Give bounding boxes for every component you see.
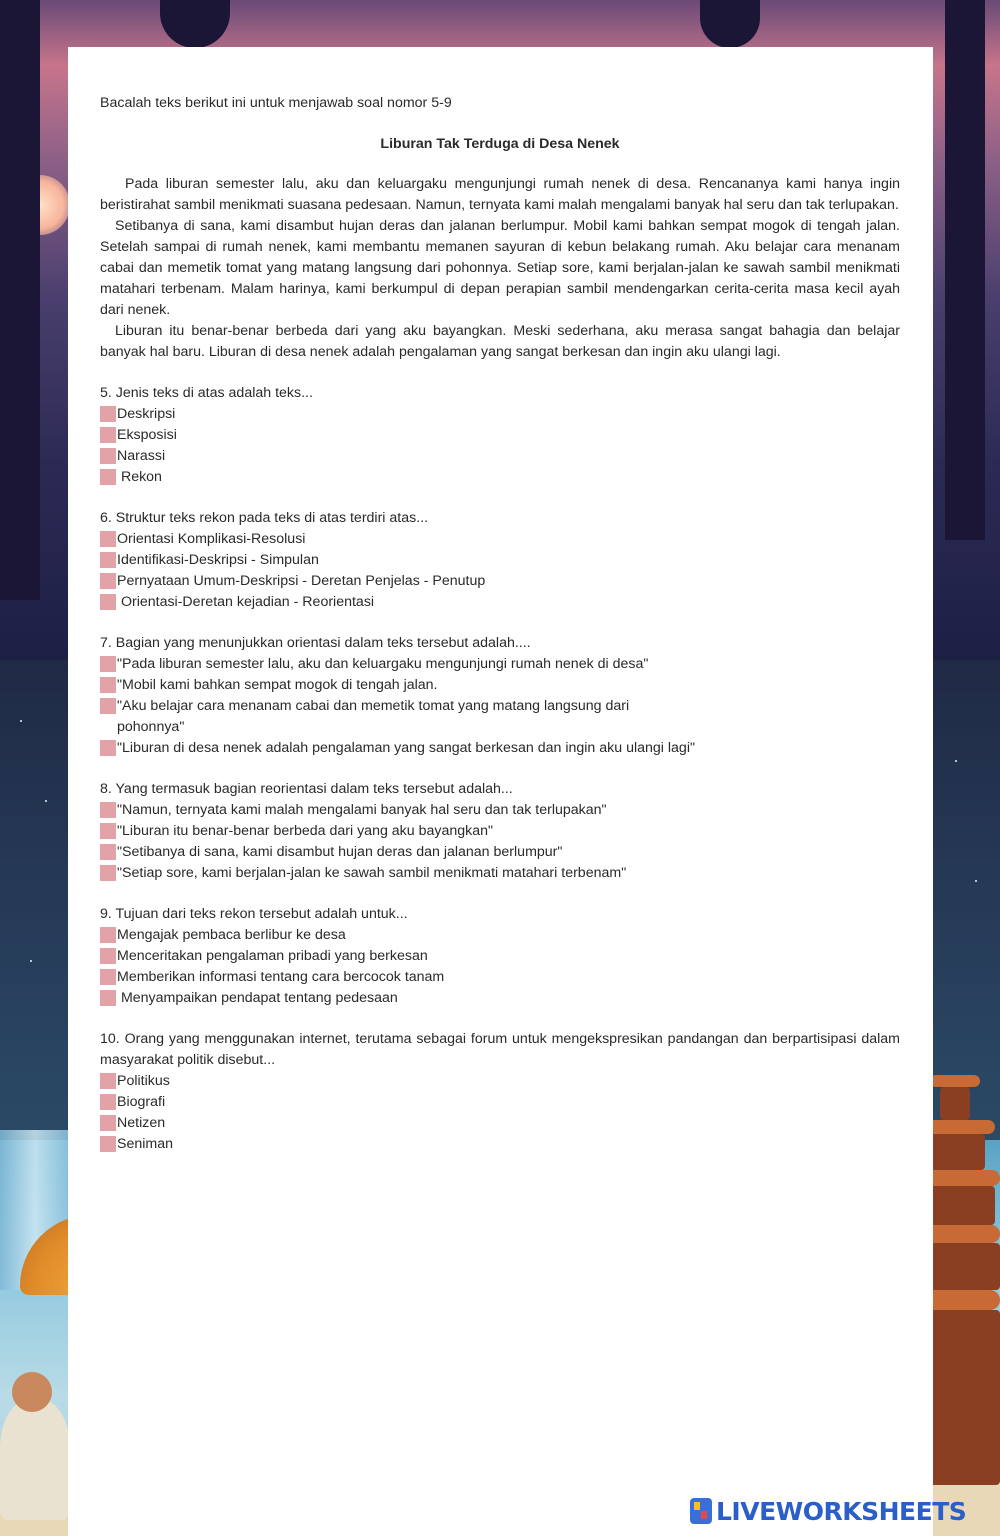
question-6: [100, 508, 900, 613]
option-label: "Mobil kami bahkan sempat mogok di tengah jalan.: [117, 677, 438, 693]
answer-checkbox[interactable]: [100, 1136, 116, 1152]
question-7: [100, 633, 900, 759]
option-label: "Liburan di desa nenek adalah pengalaman yang sangat berkesan dan ingin aku ulangi lagi": [117, 740, 696, 756]
answer-option[interactable]: [100, 1113, 900, 1134]
option-label: Orientasi Komplikasi-Resolusi: [117, 531, 306, 547]
answer-option[interactable]: [100, 404, 900, 425]
answer-option[interactable]: [100, 842, 900, 863]
passage-paragraph: Liburan itu benar-benar berbeda dari yang aku bayangkan. Meski sederhana, aku merasa sangat bahagia dan belajar banyak hal baru. Liburan di desa nenek adalah pengalaman yang sangat berkesan dan ingin aku ulangi lagi.: [100, 323, 900, 360]
option-label: "Namun, ternyata kami malah mengalami banyak hal seru dan tak terlupakan": [117, 802, 607, 818]
instruction-text: Bacalah teks berikut ini untuk menjawab soal nomor 5-9: [100, 95, 452, 111]
answer-option[interactable]: [100, 821, 900, 842]
answer-option[interactable]: [100, 988, 900, 1009]
answer-option[interactable]: [100, 967, 900, 988]
liveworksheets-logo[interactable]: [690, 1496, 966, 1526]
star: [45, 800, 47, 802]
worksheet-paper: [68, 47, 933, 1536]
answer-option[interactable]: [100, 550, 900, 571]
answer-option[interactable]: [100, 738, 900, 759]
answer-checkbox[interactable]: [100, 1094, 116, 1110]
option-label: "Setiap sore, kami berjalan-jalan ke sawah sambil menikmati matahari terbenam": [117, 865, 627, 881]
answer-checkbox[interactable]: [100, 990, 116, 1006]
star: [955, 760, 957, 762]
question-text: 8. Yang termasuk bagian reorientasi dalam teks tersebut adalah...: [100, 781, 513, 797]
answer-checkbox[interactable]: [100, 844, 116, 860]
question-9: [100, 904, 900, 1009]
passage-paragraph: Setibanya di sana, kami disambut hujan deras dan jalanan berlumpur. Mobil kami bahkan sempat mogok di tengah jalan. Setelah sampai di rumah nenek, kami membantu memanen sayuran di kebun belakang rumah. Aku belajar cara menanam cabai dan memetik tomat yang matang langsung dari pohonnya. Setiap sore, kami berjalan-jalan ke sawah sambil menikmati matahari terbenam. Malam harinya, kami berkumpul di depan perapian sambil mendengarkan cerita-cerita masa kecil ayah dari nenek.: [100, 218, 900, 318]
answer-checkbox[interactable]: [100, 469, 116, 485]
option-label: Netizen: [117, 1115, 166, 1131]
answer-checkbox[interactable]: [100, 573, 116, 589]
option-label: Menceritakan pengalaman pribadi yang berkesan: [117, 948, 428, 964]
option-label: Rekon: [117, 469, 162, 485]
artisan-head: [12, 1372, 52, 1412]
passage-paragraph: Pada liburan semester lalu, aku dan keluargaku mengunjungi rumah nenek di desa. Rencananya kami hanya ingin beristirahat sambil menikmati suasana pedesaan. Namun, ternyata kami malah mengalami banyak hal seru dan tak terlupakan.: [100, 176, 900, 213]
option-label: Narassi: [117, 448, 166, 464]
option-label: Memberikan informasi tentang cara bercocok tanam: [117, 969, 445, 985]
tree-trunk-left: [0, 0, 40, 600]
answer-checkbox[interactable]: [100, 448, 116, 464]
answer-checkbox[interactable]: [100, 1115, 116, 1131]
option-label: "Setibanya di sana, kami disambut hujan deras dan jalanan berlumpur": [117, 844, 563, 860]
logo-text: LIVEWORKSHEETS: [716, 1496, 967, 1526]
answer-checkbox[interactable]: [100, 698, 116, 714]
option-label: Identifikasi-Deskripsi - Simpulan: [117, 552, 319, 568]
answer-checkbox[interactable]: [100, 802, 116, 818]
answer-option[interactable]: [100, 467, 900, 488]
answer-checkbox[interactable]: [100, 927, 116, 943]
liveworksheets-logo-icon: [690, 1498, 712, 1524]
worksheet-content: [100, 93, 900, 1175]
option-label: "Liburan itu benar-benar berbeda dari yang aku bayangkan": [117, 823, 494, 839]
star: [30, 960, 32, 962]
passage-title: Liburan Tak Terduga di Desa Nenek: [380, 136, 620, 152]
option-label: Seniman: [117, 1136, 173, 1152]
pagoda-roof: [930, 1075, 980, 1087]
star: [20, 720, 22, 722]
question-text: 9. Tujuan dari teks rekon tersebut adalah untuk...: [100, 906, 408, 922]
answer-option[interactable]: [100, 571, 900, 592]
answer-checkbox[interactable]: [100, 823, 116, 839]
answer-checkbox[interactable]: [100, 948, 116, 964]
option-label: Menyampaikan pendapat tentang pedesaan: [117, 990, 398, 1006]
answer-checkbox[interactable]: [100, 552, 116, 568]
answer-option[interactable]: [100, 529, 900, 550]
question-5: [100, 383, 900, 488]
answer-option[interactable]: [100, 446, 900, 467]
tree-trunk-right: [945, 0, 985, 540]
question-text: 10. Orang yang menggunakan internet, terutama sebagai forum untuk mengekspresikan pandangan dan berpartisipasi dalam masyarakat politik disebut...: [100, 1031, 900, 1068]
option-label: Orientasi-Deretan kejadian - Reorientasi: [117, 594, 375, 610]
option-label: Eksposisi: [117, 427, 177, 443]
answer-checkbox[interactable]: [100, 406, 116, 422]
pagoda-tier: [940, 1087, 970, 1120]
answer-option[interactable]: [100, 592, 900, 613]
question-text: 7. Bagian yang menunjukkan orientasi dalam teks tersebut adalah....: [100, 635, 531, 651]
star: [975, 880, 977, 882]
answer-checkbox[interactable]: [100, 969, 116, 985]
option-label: "Pada liburan semester lalu, aku dan keluargaku mengunjungi rumah nenek di desa": [117, 656, 649, 672]
option-label: Mengajak pembaca berlibur ke desa: [117, 927, 346, 943]
question-8: [100, 779, 900, 884]
option-label: Biografi: [117, 1094, 166, 1110]
artisan-figure: [0, 1400, 70, 1520]
answer-checkbox[interactable]: [100, 656, 116, 672]
answer-option[interactable]: [100, 1092, 900, 1113]
option-label: Pernyataan Umum-Deskripsi - Deretan Penjelas - Penutup: [117, 573, 486, 589]
answer-option[interactable]: [100, 1071, 900, 1092]
answer-option[interactable]: [100, 800, 900, 821]
answer-checkbox[interactable]: [100, 594, 116, 610]
option-label: Deskripsi: [117, 406, 176, 422]
answer-option[interactable]: [100, 696, 900, 738]
answer-option[interactable]: [100, 946, 900, 967]
answer-option[interactable]: [100, 675, 900, 696]
answer-option[interactable]: [100, 863, 900, 884]
answer-checkbox[interactable]: [100, 865, 116, 881]
question-text: 6. Struktur teks rekon pada teks di atas terdiri atas...: [100, 510, 429, 526]
answer-option[interactable]: [100, 1134, 900, 1155]
answer-option[interactable]: [100, 925, 900, 946]
answer-option[interactable]: [100, 654, 900, 675]
answer-checkbox[interactable]: [100, 427, 116, 443]
question-10: [100, 1029, 900, 1155]
option-label: Politikus: [117, 1073, 170, 1089]
answer-checkbox[interactable]: [100, 1073, 116, 1089]
answer-checkbox[interactable]: [100, 740, 116, 756]
pagoda-tier: [930, 1134, 985, 1170]
answer-option[interactable]: [100, 425, 900, 446]
reading-passage: [100, 134, 900, 363]
answer-checkbox[interactable]: [100, 677, 116, 693]
answer-checkbox[interactable]: [100, 531, 116, 547]
question-text: 5. Jenis teks di atas adalah teks...: [100, 385, 313, 401]
option-label: "Aku belajar cara menanam cabai dan memetik tomat yang matang langsung dari pohonnya": [117, 698, 630, 735]
